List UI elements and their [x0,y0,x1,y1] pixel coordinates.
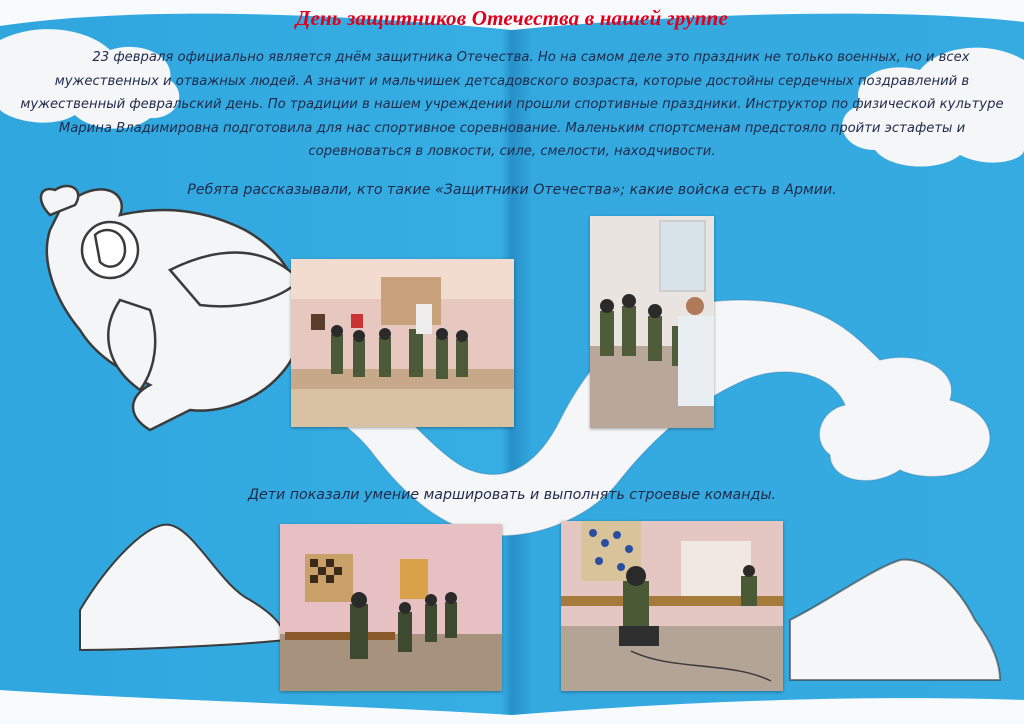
photo-children-circle [590,216,714,428]
intro-text: 23 февраля официально является днём защитника Отечества. Но на самом деле это праздник не только военных, но и всех мужественных и отважных людей. А значит и мальчишек детсадовского возраста, которые достойны сердечных поздравлений в мужественный февральский день. По традиции в нашем учреждении прошли спортивные праздники. Инструктор по физической культуре Марина Владимировна подготовила для нас спортивное соревнование. Маленьким спортсменам предстояло пройти эстафеты и соревноваться в ловкости, силе, смелости, находчивости. [20,50,1004,160]
photo-gym-group [291,259,514,427]
photo-squat-exercise [561,521,783,691]
caption-marching: Дети показали умение маршировать и выполнять строевые команды. [247,487,777,503]
intro-paragraph [12,46,1012,164]
caption-army: Ребята рассказывали, кто такие «Защитники Отечества»; какие войска есть в Армии. [187,182,837,198]
page-title: День защитников Отечества в нашей группе [295,6,729,30]
photo-marching [280,524,502,691]
